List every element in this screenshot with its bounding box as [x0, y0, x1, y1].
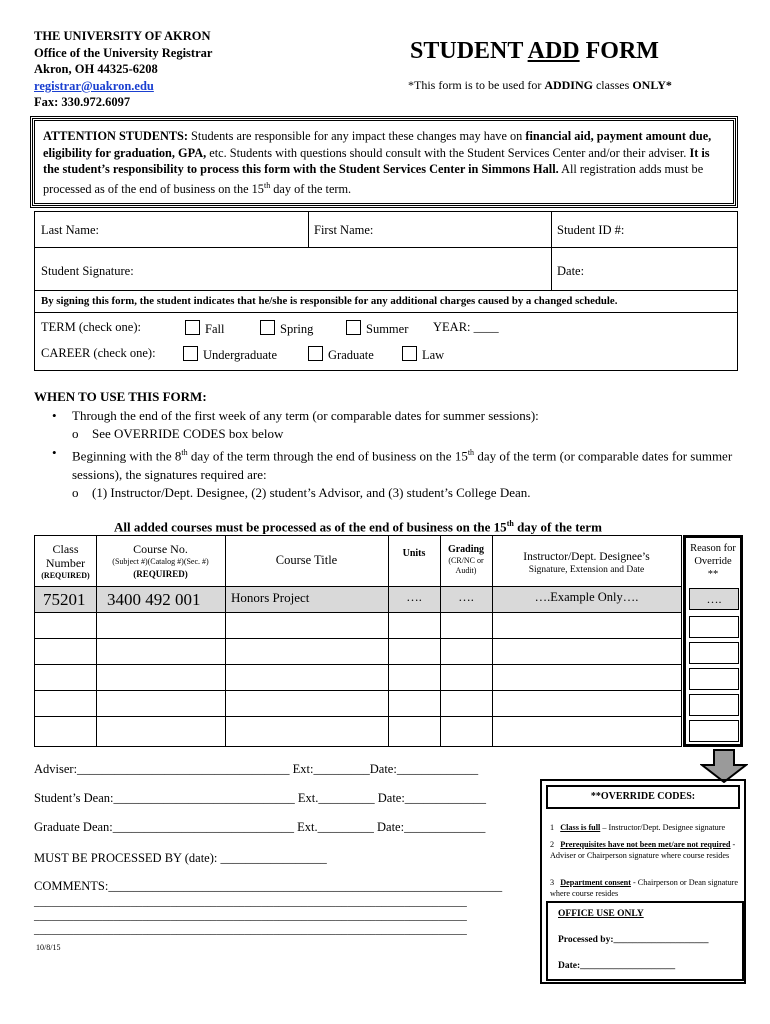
example-class-number: 75201 — [43, 590, 86, 609]
usage-instructions — [34, 388, 746, 503]
fax-number: Fax: 330.972.6097 — [34, 95, 131, 109]
career-label: CAREER (check one): — [41, 346, 156, 360]
example-course-title: Honors Project — [231, 590, 310, 605]
course-row[interactable] — [35, 717, 681, 746]
office-use-heading: OFFICE USE ONLY — [558, 909, 644, 919]
usage-bullet-2: • Beginning with the 8th day of the term through the end of business on the 15th day of the term (or comparable dates for summer sessions), the signatures required are: — [72, 444, 746, 485]
header-course-title: Course Title — [275, 553, 338, 567]
reason-field[interactable] — [689, 642, 739, 664]
header-class-number: Class Number (REQUIRED) — [41, 542, 90, 580]
usage-sub-2: o (1) Instructor/Dept. Designee, (2) student’s Advisor, and (3) student’s College Dean. — [72, 484, 746, 503]
header-grading: Grading (CR/NC or Audit) — [447, 544, 485, 575]
date-field[interactable]: Date: — [557, 264, 585, 278]
office-address: Akron, OH 44325-6208 — [34, 62, 158, 76]
down-arrow-icon — [700, 749, 748, 783]
header-instructor: Instructor/Dept. Designee’s Signature, Extension and Date — [523, 551, 650, 575]
comments-field[interactable]: COMMENTS:_______________________________________________________________ — [34, 879, 503, 893]
example-reason: …. — [689, 588, 739, 610]
adviser-signature-line[interactable]: Adviser:__________________________________ Ext:_________Date:_____________ — [34, 762, 479, 776]
header-reason: Reason for Override ** — [690, 543, 736, 580]
office-date-field[interactable]: Date:____________________ — [558, 961, 676, 971]
student-id-field[interactable]: Student ID #: — [557, 223, 625, 237]
example-units: …. — [406, 590, 422, 604]
student-info-section — [34, 211, 738, 371]
override-code-1: 1 Class is full – Instructor/Dept. Designee signature — [550, 823, 726, 832]
override-code-3: 3 Department consent - Chairperson or Dean signature where course resides — [550, 878, 739, 898]
usage-bullet-1: • Through the end of the first week of any term (or comparable dates for summer sessions): — [72, 407, 746, 426]
career-option-law[interactable]: Law — [402, 346, 444, 363]
first-name-field[interactable]: First Name: — [314, 223, 374, 237]
year-field[interactable]: YEAR: ____ — [433, 320, 499, 334]
header-course-no: Course No. (Subject #)(Catalog #)(Sec. #) (REQUIRED) — [112, 542, 209, 579]
term-option-summer[interactable]: Summer — [346, 320, 408, 337]
reason-field[interactable] — [689, 694, 739, 716]
attention-notice: ATTENTION STUDENTS: Students are responsible for any impact these changes may have on financial aid, payment amount due, eligibility for graduation, GPA, etc. Students with questions should consult with the Student Services Center and/or their adviser. It is the student’s responsibility to process this form with the Student Services Center in Simmons Hall. All registration adds must be processed as of the end of business on the 15th day of the term. — [32, 118, 736, 206]
form-version: 10/8/15 — [36, 943, 61, 952]
form-title: STUDENT ADD FORM — [410, 38, 659, 64]
office-use-box — [546, 901, 744, 981]
course-row[interactable] — [35, 613, 681, 638]
example-instructor: ….Example Only…. — [534, 590, 639, 604]
checkbox[interactable] — [260, 320, 275, 335]
course-table — [34, 535, 682, 747]
career-option-graduate[interactable]: Graduate — [308, 346, 374, 363]
term-label: TERM (check one): — [41, 320, 141, 334]
override-codes-title: **OVERRIDE CODES: — [546, 785, 740, 809]
comments-line[interactable]: ____________________________________________________________________________ — [34, 910, 467, 922]
checkbox[interactable] — [346, 320, 361, 335]
courses-title: All added courses must be processed as of the end of business on the 15th day of the term — [114, 519, 602, 535]
reason-field[interactable] — [689, 668, 739, 690]
override-codes-box — [540, 779, 746, 984]
processed-by-field[interactable]: Processed by:____________________ — [558, 935, 709, 945]
term-option-fall[interactable]: Fall — [185, 320, 224, 337]
must-process-by-field[interactable]: MUST BE PROCESSED BY (date): _________________ — [34, 851, 327, 865]
student-signature-field[interactable]: Student Signature: — [41, 264, 134, 278]
signature-disclaimer: By signing this form, the student indicates that he/she is responsible for any additional charges caused by a changed schedule. — [41, 295, 618, 307]
usage-heading: WHEN TO USE THIS FORM: — [34, 389, 207, 404]
course-row[interactable] — [35, 639, 681, 664]
checkbox[interactable] — [183, 346, 198, 361]
last-name-field[interactable]: Last Name: — [41, 223, 99, 237]
form-subtitle: *This form is to be used for ADDING classes ONLY* — [408, 78, 672, 92]
override-code-2: 2 Prerequisites have not been met/are not required - Adviser or Chairperson signature where course resides — [550, 840, 736, 860]
term-option-spring[interactable]: Spring — [260, 320, 313, 337]
reason-field[interactable] — [689, 616, 739, 638]
students-dean-signature-line[interactable]: Student’s Dean:_____________________________ Ext._________ Date:_____________ — [34, 791, 487, 805]
checkbox[interactable] — [402, 346, 417, 361]
course-row[interactable] — [35, 665, 681, 690]
usage-sub-1: o See OVERRIDE CODES box below — [72, 425, 746, 444]
graduate-dean-signature-line[interactable]: Graduate Dean:_____________________________ Ext._________ Date:_____________ — [34, 820, 486, 834]
example-course-no: 3400 492 001 — [107, 590, 201, 609]
registrar-email-link[interactable]: registrar@uakron.edu — [34, 78, 154, 93]
university-name: THE UNIVERSITY OF AKRON — [34, 29, 211, 43]
comments-line[interactable]: ____________________________________________________________________________ — [34, 896, 467, 908]
reason-for-override-column — [683, 535, 743, 747]
checkbox[interactable] — [185, 320, 200, 335]
registrar-contact-block — [34, 28, 212, 111]
reason-field[interactable] — [689, 720, 739, 742]
checkbox[interactable] — [308, 346, 323, 361]
header-units: Units — [402, 548, 426, 559]
office-name: Office of the University Registrar — [34, 45, 213, 60]
course-row[interactable] — [35, 691, 681, 716]
career-option-undergraduate[interactable]: Undergraduate — [183, 346, 277, 363]
example-grading: …. — [458, 590, 474, 604]
comments-line[interactable]: ____________________________________________________________________________ — [34, 924, 467, 936]
